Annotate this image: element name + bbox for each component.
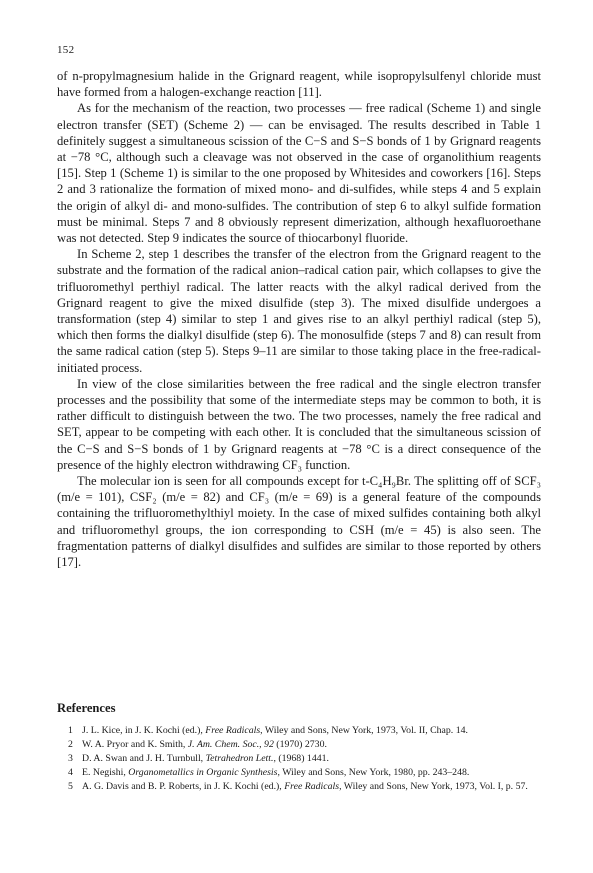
reference-authors: W. A. Pryor and K. Smith, bbox=[82, 739, 188, 750]
paragraph-5: The molecular ion is seen for all compounds except for t-C₄H₉Br. The splitting off of SCF₃ (m/e = 101), CSF₂ (m/e = 82) and CF₃ (m/e = 69) is a general feature of the compounds containing the trifluoromethylthiyl moiety. In the case of mixed sulfides containing both alkyl and trifluoromethyl groups, the ion corresponding to CSH (m/e = 45) is also seen. The fragmentation patterns of dialkyl disulfides and sulfides are similar to those reported by others [17]. bbox=[57, 474, 541, 570]
reference-item bbox=[68, 780, 542, 793]
reference-details: , Wiley and Sons, New York, 1973, Vol. II, Chap. 14. bbox=[260, 725, 468, 736]
reference-item bbox=[68, 766, 542, 779]
reference-number: 4 bbox=[68, 767, 73, 778]
reference-details: , (1968) 1441. bbox=[273, 753, 329, 764]
paragraph-3: In Scheme 2, step 1 describes the transfer of the electron from the Grignard reagent to the substrate and the formation of the radical anion–radical cation pair, which collapses to give the trifluoromethyl perthiyl radical. The latter reacts with the alkyl radical derived from the Grignard reagent to give the mixed disulfide (step 3). The mixed disulfide undergoes a transformation (step 4) similar to step 1 and gives rise to an alkyl perthiyl radical (step 5), which then forms the dialkyl disulfide (step 6). The monosulfide (steps 7 and 8) can result from the same radical cation (step 5). Steps 9–11 are similar to those taking place in the free-radical-initiated process. bbox=[57, 247, 541, 375]
reference-authors: J. L. Kice, in J. K. Kochi (ed.), bbox=[82, 725, 206, 736]
paragraph-4: In view of the close similarities between the free radical and the single electron transfer processes and the possibility that some of the intermediate steps may be common to both, it is rather difficult to distinguish between the two. The two processes, namely the free radical and SET, appear to be competing with each other. It is concluded that the simultaneous scission of the C−S and S−S bonds of 1 by Grignard reagents at −78 °C is a direct consequence of the presence of the highly electron withdrawing CF₃ function. bbox=[57, 376, 541, 472]
reference-number: 5 bbox=[68, 781, 73, 792]
reference-title: Free Radicals bbox=[284, 781, 340, 792]
reference-item bbox=[68, 738, 542, 751]
reference-item bbox=[68, 752, 542, 765]
reference-details: , Wiley and Sons, New York, 1980, pp. 243–248. bbox=[277, 767, 470, 778]
reference-title: J. Am. Chem. Soc., 92 bbox=[187, 739, 274, 750]
reference-title: Tetrahedron Lett. bbox=[205, 753, 274, 764]
reference-number: 2 bbox=[68, 739, 73, 750]
reference-title: Organometallics in Organic Synthesis bbox=[128, 767, 278, 778]
body-text bbox=[57, 68, 541, 570]
reference-details: , Wiley and Sons, New York, 1973, Vol. I, p. 57. bbox=[339, 781, 528, 792]
reference-list bbox=[68, 724, 542, 794]
reference-authors: E. Negishi, bbox=[82, 767, 129, 778]
reference-title: Free Radicals bbox=[205, 725, 261, 736]
reference-number: 3 bbox=[68, 753, 73, 764]
reference-authors: A. G. Davis and B. P. Roberts, in J. K. Kochi (ed.), bbox=[82, 781, 285, 792]
page-number: 152 bbox=[57, 44, 75, 56]
paragraph-2: As for the mechanism of the reaction, two processes — free radical (Scheme 1) and single electron transfer (SET) (Scheme 2) — can be envisaged. The results described in Table 1 definitely suggest a simultaneous scission of the C−S and S−S bonds of 1 by Grignard reagents at −78 °C, although such a cleavage was not observed in the case of organolithium reagents [15]. Step 1 (Scheme 1) is similar to the one proposed by Whitesides and coworkers [16]. Steps 2 and 3 rationalize the formation of mixed mono- and di-sulfides, while steps 4 and 5 explain the origin of alkyl di- and mono-sulfides. The contribution of step 6 to alkyl sulfide formation must be minimal. Steps 7 and 8 obviously represent dimerization, although hexafluoroethane was not detected. Step 9 indicates the source of thiocarbonyl fluoride. bbox=[57, 101, 541, 246]
reference-details: (1970) 2730. bbox=[273, 739, 327, 750]
reference-authors: D. A. Swan and J. H. Turnbull, bbox=[82, 753, 206, 764]
reference-number: 1 bbox=[68, 725, 73, 736]
references-heading: References bbox=[57, 701, 116, 715]
reference-item bbox=[68, 724, 542, 737]
paragraph-1: of n-propylmagnesium halide in the Grignard reagent, while isopropylsulfenyl chloride must have formed from a halogen-exchange reaction [11]. bbox=[57, 69, 541, 100]
